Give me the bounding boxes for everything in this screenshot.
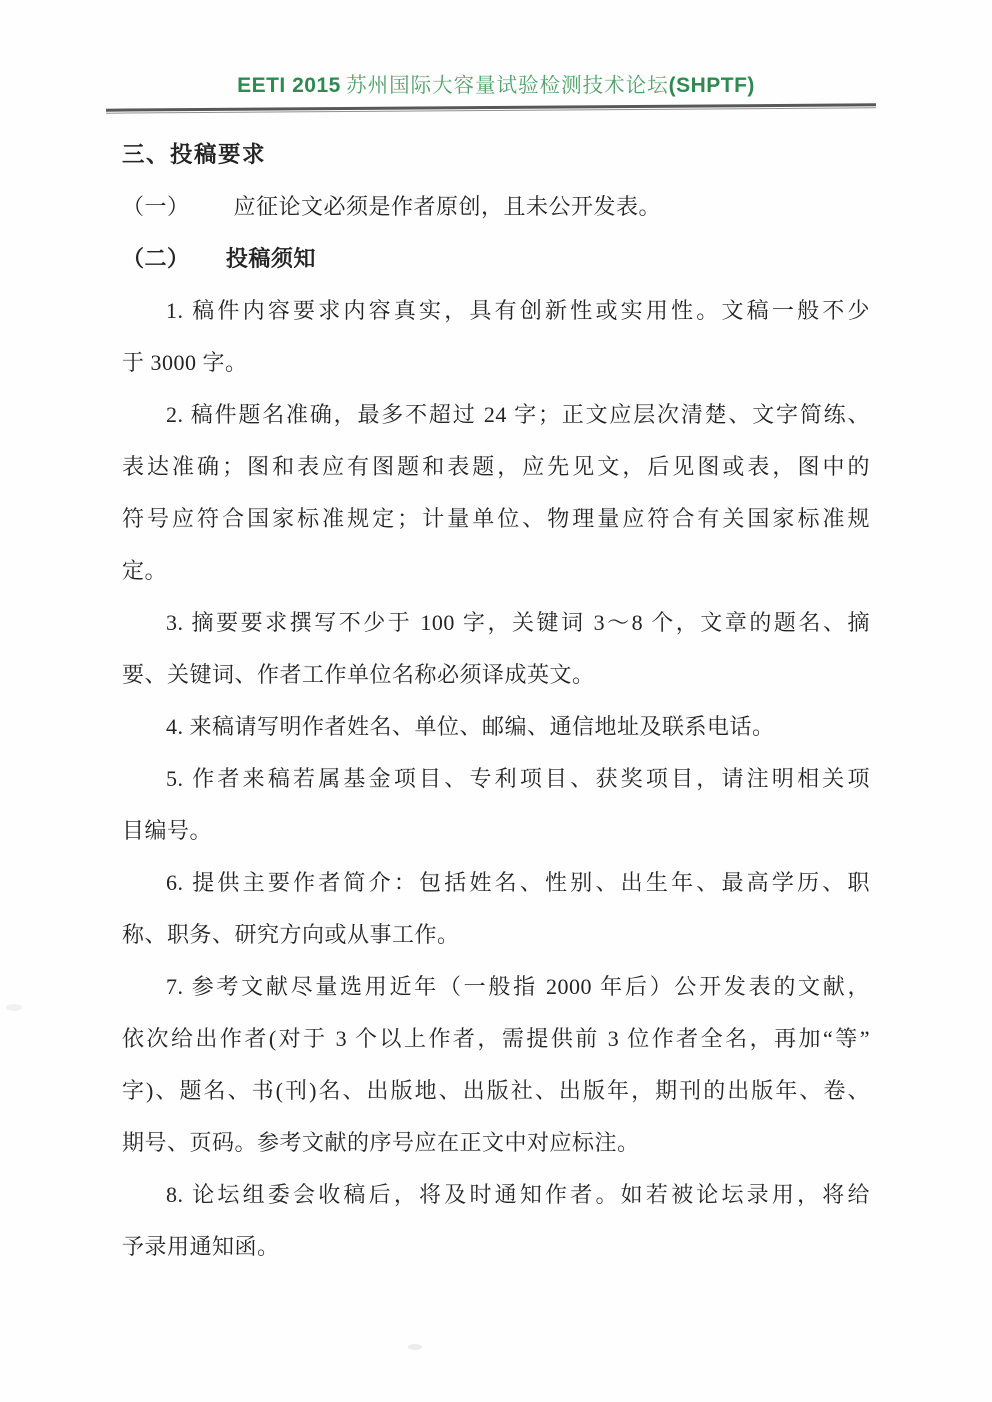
clause-label: （一）: [122, 194, 190, 219]
clause-text: 应征论文必须是作者原创，且未公开发表。: [233, 194, 662, 219]
paragraph-line: 表达准确；图和表应有图题和表题，应先见文，后见图或表，图中的: [122, 454, 870, 479]
section-heading: 三、投稿要求: [122, 142, 267, 167]
header-brand-right: (SHPTF): [668, 74, 755, 97]
list-item-6: [122, 857, 870, 961]
clause-label: （二）: [122, 246, 190, 271]
paragraph-line: 8. 论坛组委会收稿后，将及时通知作者。如若被论坛录用，将给: [166, 1182, 870, 1207]
paragraph-line: 要、关键词、作者工作单位名称必须译成英文。: [122, 662, 595, 687]
paragraph-line: 予录用通知函。: [122, 1234, 280, 1259]
list-item-1: [122, 285, 870, 389]
paragraph-line: 3. 摘要要求撰写不少于 100 字，关键词 3～8 个，文章的题名、摘: [166, 610, 870, 635]
paragraph-line: 目编号。: [122, 818, 213, 843]
paragraph-line: 4. 来稿请写明作者姓名、单位、邮编、通信地址及联系电话。: [166, 714, 775, 739]
page-header: [0, 0, 992, 99]
list-item-3: [122, 597, 870, 701]
paragraph-line: 字)、题名、书(刊)名、出版地、出版社、出版年，期刊的出版年、卷、: [122, 1078, 870, 1103]
list-item-2: [122, 389, 870, 597]
paragraph-line: 7. 参考文献尽量选用近年（一般指 2000 年后）公开发表的文献，: [166, 974, 870, 999]
header-title-cn: 苏州国际大容量试验检测技术论坛: [346, 75, 669, 97]
clause-item: [122, 181, 870, 233]
list-item-5: [122, 753, 870, 857]
scan-artifact: [408, 1344, 422, 1350]
header-divider: [106, 103, 876, 113]
paragraph-line: 1. 稿件内容要求内容真实，具有创新性或实用性。文稿一般不少: [166, 298, 870, 323]
paragraph-line: 5. 作者来稿若属基金项目、专利项目、获奖项目，请注明相关项: [166, 766, 870, 791]
document-body: [0, 129, 870, 1273]
clause-text: 投稿须知: [225, 246, 316, 271]
paragraph-line: 6. 提供主要作者简介：包括姓名、性别、出生年、最高学历、职: [166, 870, 870, 895]
paragraph-line: 定。: [122, 558, 168, 583]
list-item-8: [122, 1169, 870, 1273]
paragraph-line: 于 3000 字。: [122, 350, 248, 375]
paragraph-line: 期号、页码。参考文献的序号应在正文中对应标注。: [122, 1130, 640, 1155]
list-item-7: [122, 961, 870, 1169]
paragraph-line: 称、职务、研究方向或从事工作。: [122, 922, 460, 947]
clause-item: [122, 233, 870, 285]
paragraph-line: 依次给出作者(对于 3 个以上作者，需提供前 3 位作者全名，再加“等”: [122, 1026, 870, 1051]
paragraph-line: 2. 稿件题名准确，最多不超过 24 字；正文应层次清楚、文字简练、: [166, 402, 870, 427]
scan-artifact: [6, 1004, 22, 1011]
list-item-4: [122, 701, 870, 753]
paragraph-line: 符号应符合国家标准规定；计量单位、物理量应符合有关国家标准规: [122, 506, 870, 531]
header-brand-left: EETI 2015: [237, 74, 341, 97]
